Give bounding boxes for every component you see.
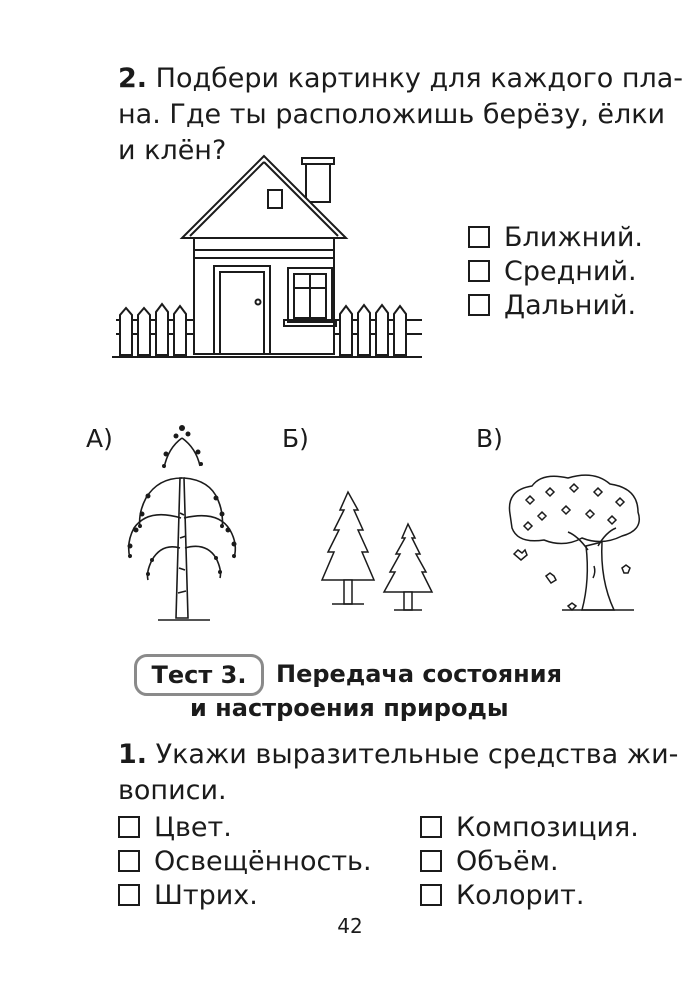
means-option-lighting[interactable]: [118, 846, 372, 878]
checkbox[interactable]: [420, 884, 442, 906]
checkbox[interactable]: [118, 816, 140, 838]
plan-option-near[interactable]: [468, 222, 643, 254]
means-option-composition[interactable]: [420, 812, 639, 844]
checkbox[interactable]: [118, 884, 140, 906]
page-number: 42: [337, 914, 363, 938]
checkbox[interactable]: [420, 850, 442, 872]
house-illustration: [112, 150, 432, 365]
plan-option-middle[interactable]: [468, 256, 637, 288]
means-option-composition-label: Композиция.: [456, 812, 639, 843]
plan-option-near-label: Ближний.: [504, 222, 643, 253]
picture-label-a: А): [86, 424, 113, 453]
spruce-trees-illustration: [318, 488, 438, 618]
plan-option-far-label: Дальний.: [504, 290, 637, 321]
question-2-number: 2.: [118, 63, 148, 94]
question-2-line-2: на. Где ты расположишь берёзу, ёлки: [118, 99, 666, 130]
means-option-coloring[interactable]: [420, 880, 584, 912]
means-option-color-label: Цвет.: [154, 812, 232, 843]
picture-label-b: Б): [282, 424, 309, 453]
picture-label-c: В): [476, 424, 503, 453]
means-option-stroke-label: Штрих.: [154, 880, 258, 911]
checkbox[interactable]: [468, 226, 490, 248]
question-1-number: 1.: [118, 739, 148, 770]
checkbox[interactable]: [468, 294, 490, 316]
test-3-title-line-2: и настроения природы: [190, 694, 509, 722]
birch-tree-illustration: [118, 418, 248, 623]
checkbox[interactable]: [420, 816, 442, 838]
means-option-lighting-label: Освещённость.: [154, 846, 372, 877]
question-2-line-3: и клён?: [118, 135, 227, 166]
maple-tree-illustration: [498, 470, 648, 618]
plan-option-middle-label: Средний.: [504, 256, 637, 287]
question-1-line-1: [118, 736, 679, 774]
plan-option-far[interactable]: [468, 290, 636, 322]
checkbox[interactable]: [468, 260, 490, 282]
test-3-title-line-1: Передача состояния: [276, 660, 562, 688]
checkbox[interactable]: [118, 850, 140, 872]
means-option-volume-label: Объём.: [456, 846, 559, 877]
question-1-line-2: вописи.: [118, 775, 227, 806]
means-option-coloring-label: Колорит.: [456, 880, 585, 911]
means-option-volume[interactable]: [420, 846, 559, 878]
question-1-text-1: Укажи выразительные средства жи-: [155, 739, 679, 770]
means-option-stroke[interactable]: [118, 880, 258, 912]
question-2-text-1: Подбери картинку для каждого пла-: [155, 63, 684, 94]
question-2-line-1: [118, 60, 684, 98]
means-option-color[interactable]: [118, 812, 232, 844]
test-3-badge: Тест 3.: [134, 654, 264, 696]
